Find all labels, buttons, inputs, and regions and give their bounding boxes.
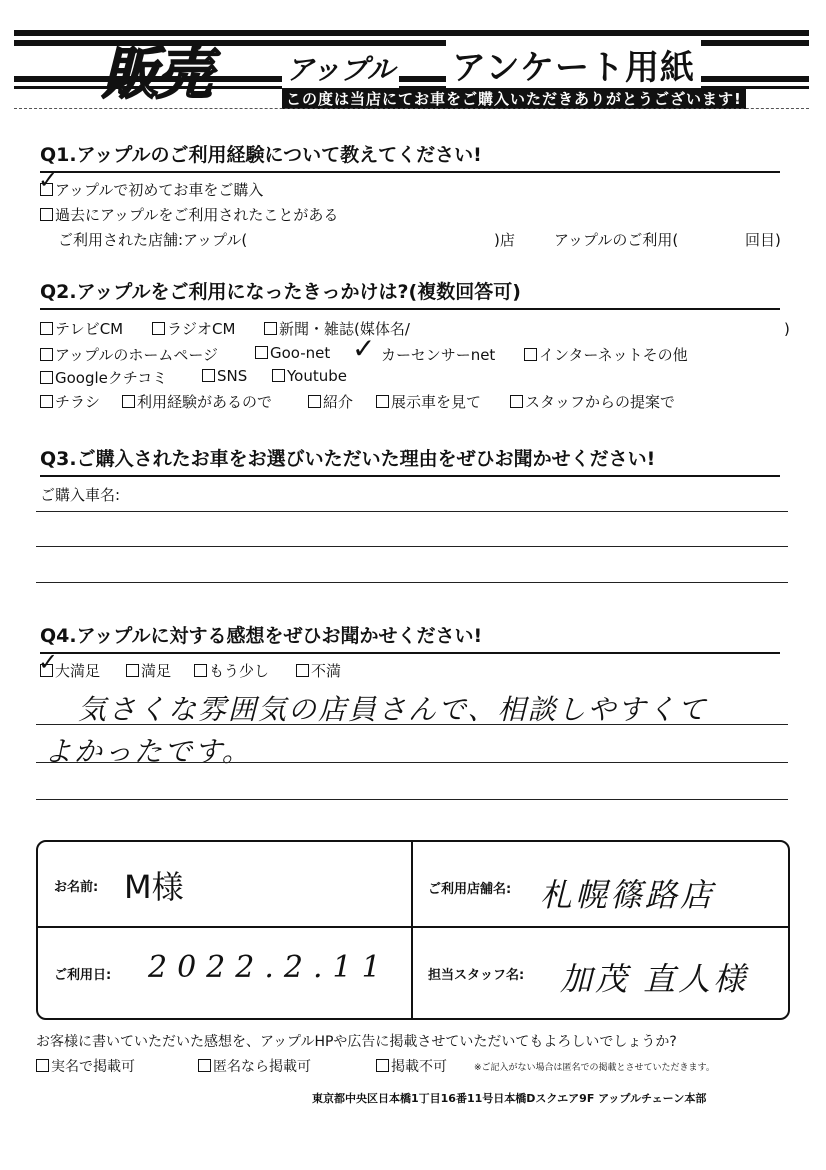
date-value[interactable]: 2022.2.11 xyxy=(148,950,391,985)
store-value[interactable]: 札幌篠路店 xyxy=(540,876,716,914)
store-label: ご利用店舗名: xyxy=(428,882,512,897)
sales-logo: 販売 xyxy=(102,42,210,107)
q2-option-referral[interactable]: 紹介 xyxy=(308,391,353,412)
checkbox[interactable] xyxy=(198,1059,211,1072)
checkbox[interactable] xyxy=(202,369,215,382)
check-mark-icon: ✓ xyxy=(38,166,59,194)
q2-print-close: ) xyxy=(784,320,790,338)
q2-option-goo-net[interactable]: Goo-net xyxy=(255,344,330,362)
q3-car-label: ご購入車名: xyxy=(40,486,121,504)
q4-heading: Q4.アップルに対する感想をぜひお聞かせください! xyxy=(40,621,780,654)
checkbox[interactable] xyxy=(126,664,139,677)
q2-option-internet[interactable]: インターネットその他 xyxy=(524,344,688,365)
checkbox[interactable] xyxy=(376,1059,389,1072)
checkbox[interactable] xyxy=(255,346,268,359)
q2-option-google[interactable]: Googleクチコミ xyxy=(40,367,167,388)
info-divider xyxy=(411,840,413,1018)
q2-option-experience[interactable]: 利用経験があるので xyxy=(122,391,272,412)
checkbox[interactable] xyxy=(122,395,135,408)
checkbox[interactable] xyxy=(524,348,537,361)
checkbox[interactable] xyxy=(264,322,277,335)
q2-heading: Q2.アップルをご利用になったきっかけは?(複数回答可) xyxy=(40,277,780,310)
q4-option-very-satisfied[interactable]: 大満足 xyxy=(40,660,100,681)
check-mark-icon: ✓ xyxy=(352,332,376,365)
checkbox[interactable] xyxy=(40,371,53,384)
consent-option-anonymous[interactable]: 匿名なら掲載可 xyxy=(198,1056,311,1076)
header-divider xyxy=(14,108,809,109)
answer-line xyxy=(36,582,788,583)
checkbox[interactable] xyxy=(36,1059,49,1072)
answer-line xyxy=(36,762,788,763)
checkbox[interactable] xyxy=(152,322,165,335)
q2-option-youtube[interactable]: Youtube xyxy=(272,367,347,385)
check-mark-icon: ✓ xyxy=(38,648,59,676)
checkbox[interactable] xyxy=(376,395,389,408)
q2-option-staff[interactable]: スタッフからの提案で xyxy=(510,391,675,412)
checkbox[interactable] xyxy=(308,395,321,408)
q1-heading: Q1.アップルのご利用経験について教えてください! xyxy=(40,140,780,173)
q4-option-so-so[interactable]: もう少し xyxy=(194,660,269,681)
answer-line xyxy=(36,511,788,512)
comment-line-1: 気さくな雰囲気の店員さんで、相談しやすくて xyxy=(78,693,708,726)
header-banner xyxy=(14,24,809,108)
name-label: お名前: xyxy=(54,880,99,895)
q2-option-tv[interactable]: テレビCM xyxy=(40,318,123,339)
date-label: ご利用日: xyxy=(54,968,112,983)
answer-line xyxy=(36,546,788,547)
q4-option-satisfied[interactable]: 満足 xyxy=(126,660,171,681)
form-subtitle: この度は当店にてお車をご購入いただきありがとうございます! xyxy=(282,88,746,109)
checkbox[interactable] xyxy=(40,322,53,335)
q2-option-radio[interactable]: ラジオCM xyxy=(152,318,235,339)
q1-usage-field[interactable]: アップルのご利用( xyxy=(554,231,679,249)
form-title: アンケート用紙 xyxy=(446,40,701,89)
q1-option-returning[interactable]: 過去にアップルをご利用されたことがある xyxy=(40,204,338,225)
checkbox[interactable] xyxy=(40,395,53,408)
q1-store-suffix: )店 xyxy=(494,231,515,249)
q2-option-homepage[interactable]: アップルのホームページ xyxy=(40,344,218,365)
consent-note: ※ご記入がない場合は匿名での掲載とさせていただきます。 xyxy=(474,1063,715,1073)
consent-option-real-name[interactable]: 実名で掲載可 xyxy=(36,1056,135,1076)
q1-option-first-time[interactable]: アップルで初めてお車をご購入 xyxy=(40,179,263,200)
q2-option-sns[interactable]: SNS xyxy=(202,367,247,385)
staff-label: 担当スタッフ名: xyxy=(428,968,525,983)
q1-store-field[interactable]: ご利用された店舗:アップル( xyxy=(58,231,248,249)
q3-heading: Q3.ご購入されたお車をお選びいただいた理由をぜひお聞かせください! xyxy=(40,444,780,477)
checkbox[interactable] xyxy=(272,369,285,382)
checkbox[interactable] xyxy=(510,395,523,408)
q2-option-showroom[interactable]: 展示車を見て xyxy=(376,391,481,412)
footer-address: 東京都中央区日本橋1丁目16番11号日本橋Dスクエア9F アップルチェーン本部 xyxy=(312,1092,707,1105)
q2-option-carsensor[interactable]: カーセンサーnet xyxy=(366,344,495,365)
info-divider xyxy=(36,926,788,928)
q4-option-unsatisfied[interactable]: 不満 xyxy=(296,660,341,681)
apple-logo: アップル xyxy=(282,48,399,88)
name-value[interactable]: M様 xyxy=(124,868,184,906)
q2-option-print[interactable]: 新聞・雑誌(媒体名/ xyxy=(264,318,410,339)
answer-line xyxy=(36,799,788,800)
checkbox[interactable] xyxy=(40,208,53,221)
consent-question: お客様に書いていただいた感想を、アップルHPや広告に掲載させていただいてもよろしいでしょうか? xyxy=(36,1034,677,1050)
consent-option-no[interactable]: 掲載不可 xyxy=(376,1056,447,1076)
checkbox[interactable] xyxy=(194,664,207,677)
q1-usage-suffix: 回目) xyxy=(745,231,781,249)
q2-option-flyer[interactable]: チラシ xyxy=(40,391,100,412)
staff-value[interactable]: 加茂 直人様 xyxy=(560,960,749,998)
comment-line-2: よかったです。 xyxy=(44,735,252,768)
checkbox[interactable] xyxy=(296,664,309,677)
answer-line xyxy=(36,724,788,725)
checkbox[interactable] xyxy=(40,348,53,361)
